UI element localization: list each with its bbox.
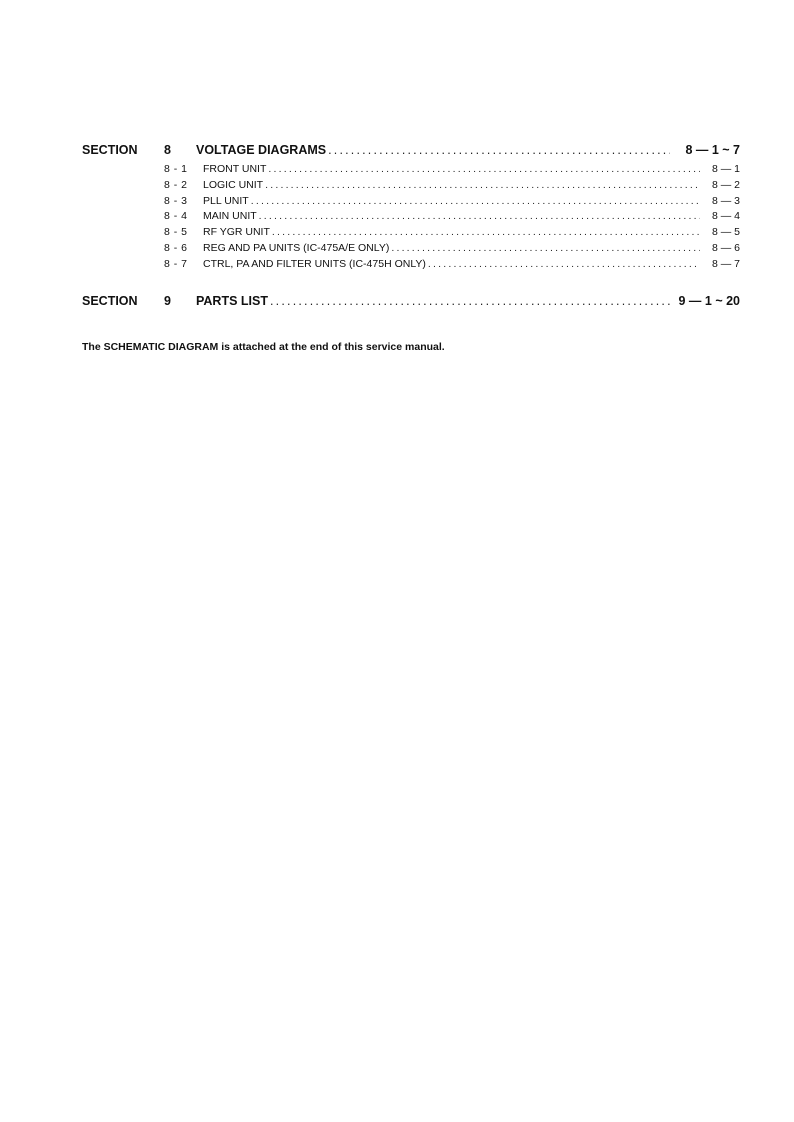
dot-leader bbox=[270, 294, 670, 308]
item-number: 8 - 1 bbox=[164, 163, 188, 175]
item-title: REG AND PA UNITS (IC-475A/E ONLY) bbox=[203, 241, 390, 254]
section-title: VOLTAGE DIAGRAMS bbox=[196, 143, 327, 157]
dot-leader bbox=[272, 226, 700, 238]
item-title: MAIN UNIT bbox=[203, 210, 257, 223]
dot-leader bbox=[259, 210, 700, 222]
item-page-ref: 8 — 5 bbox=[711, 226, 740, 239]
item-page-ref: 8 — 4 bbox=[711, 210, 740, 223]
item-number: 8 - 2 bbox=[164, 178, 188, 191]
toc-section-9[interactable] bbox=[82, 294, 740, 314]
dot-leader bbox=[265, 179, 700, 191]
item-page-ref: 8 — 2 bbox=[711, 178, 740, 191]
item-title: PLL UNIT bbox=[203, 194, 249, 207]
section-number: 9 bbox=[164, 293, 171, 308]
toc-section-8[interactable] bbox=[82, 143, 740, 163]
section-label: SECTION bbox=[82, 293, 138, 308]
toc-item-8-1[interactable] bbox=[82, 163, 740, 179]
item-page-ref: 8 — 6 bbox=[711, 241, 740, 254]
dot-leader bbox=[251, 195, 700, 207]
section-page-ref: 9 — 1 ~ 20 bbox=[678, 293, 740, 308]
toc-item-8-4[interactable] bbox=[82, 210, 740, 226]
dot-leader bbox=[268, 163, 700, 175]
item-number: 8 - 7 bbox=[164, 257, 188, 270]
item-number: 8 - 5 bbox=[164, 226, 188, 239]
item-page-ref: 8 — 1 bbox=[711, 163, 740, 175]
item-title: CTRL, PA AND FILTER UNITS (IC-475H ONLY) bbox=[203, 257, 426, 270]
item-title: RF YGR UNIT bbox=[203, 226, 270, 239]
toc-item-8-7[interactable] bbox=[82, 258, 740, 274]
dot-leader bbox=[391, 242, 700, 254]
item-number: 8 - 6 bbox=[164, 241, 188, 254]
item-number: 8 - 3 bbox=[164, 194, 188, 207]
item-page-ref: 8 — 7 bbox=[711, 257, 740, 270]
schematic-note: The SCHEMATIC DIAGRAM is attached at the end of this service manual. bbox=[82, 341, 445, 353]
item-title: FRONT UNIT bbox=[203, 163, 267, 175]
section-page-ref: 8 — 1 ~ 7 bbox=[685, 143, 740, 157]
section-number: 8 bbox=[164, 143, 171, 157]
table-of-contents bbox=[82, 143, 740, 314]
item-title: LOGIC UNIT bbox=[203, 178, 264, 191]
dot-leader bbox=[428, 258, 700, 270]
item-page-ref: 8 — 3 bbox=[711, 194, 740, 207]
toc-item-8-6[interactable] bbox=[82, 242, 740, 258]
dot-leader bbox=[328, 143, 670, 157]
item-number: 8 - 4 bbox=[164, 210, 188, 223]
toc-item-8-5[interactable] bbox=[82, 226, 740, 242]
section-label: SECTION bbox=[82, 143, 138, 157]
section-spacer bbox=[82, 274, 740, 294]
toc-item-8-2[interactable] bbox=[82, 179, 740, 195]
toc-item-8-3[interactable] bbox=[82, 195, 740, 211]
section-title: PARTS LIST bbox=[196, 293, 268, 308]
